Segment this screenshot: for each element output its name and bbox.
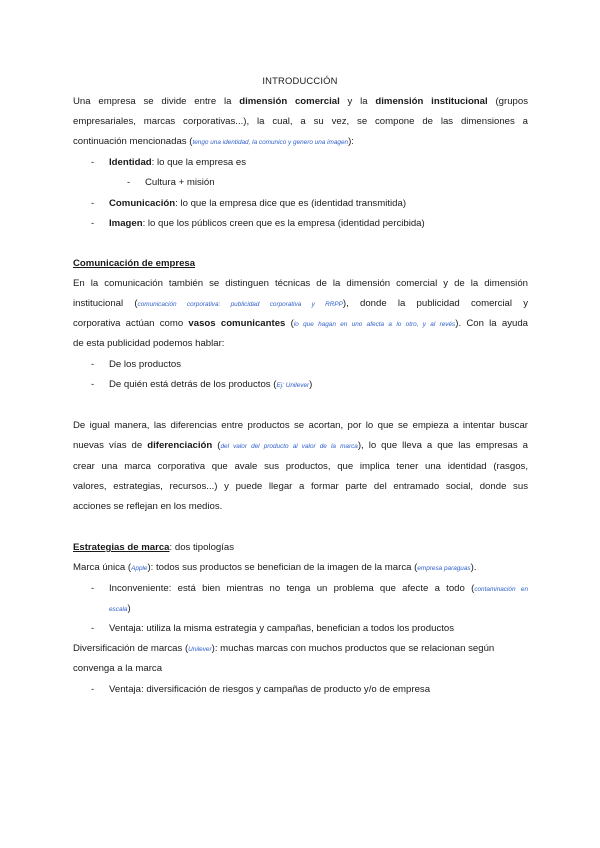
text: De quién está detrás de los productos ( [109,379,277,390]
text: nuevas vías de [73,440,148,451]
bullet-dash: - [91,157,95,168]
bullet-quien [109,379,312,390]
text: continuación mencionadas ( [73,136,193,147]
annotation-note: Ej: Unilever [276,382,310,389]
text: Marca única ( [73,562,132,573]
intro-line-1 [73,96,528,107]
text: ), lo que lleva a que las empresas a [357,440,528,451]
text: ): muchas marcas con muchos productos que se relacionan según [211,643,495,654]
bullet-dash: - [91,198,95,209]
bullet-dash: - [91,218,95,229]
text: ): todos sus productos se benefician de la imagen de la marca ( [147,562,418,573]
text: ). [470,562,477,573]
bullet-inconveniente-cont [109,603,131,614]
bold-term: vasos comunicantes [188,318,286,329]
bullet-productos: De los productos [109,359,181,370]
text: : lo que la empresa es [151,157,247,168]
annotation-note: del valor del producto al valor de la marca [220,443,358,450]
annotation-note: comunicación corporativa: publicidad corporativa y RRPP [137,301,343,308]
text: Una empresa se divide entre la [73,96,240,107]
bullet-ventaja-2: Ventaja: diversificación de riesgos y campañas de producto y/o de empresa [109,684,431,695]
text: ( [212,440,221,451]
bold-term: Imagen [109,218,143,229]
heading-text: Comunicación de empresa [73,258,196,269]
comunicacion-line-4: de esta publicidad podemos hablar: [73,338,225,349]
bold-term: diferenciación [147,440,213,451]
sub-bullet-cultura: Cultura + misión [145,177,215,188]
annotation-note: contaminación en [474,586,529,593]
sub-bullet-dash: - [127,177,131,188]
comunicacion-line-1: En la comunicación también se distinguen técnicas de la dimensión comercial y de la dimensión [73,278,528,289]
bullet-dash: - [91,379,95,390]
bold-term: dimensión comercial [239,96,340,107]
marca-unica-line [73,562,528,573]
intro-line-3 [73,136,528,147]
heading-text: Estrategias de marca [73,542,170,553]
text: : lo que la empresa dice que es (identidad transmitida) [175,198,407,209]
text: : lo que los públicos creen que es la empresa (identidad percibida) [142,218,425,229]
bullet-comunicacion [109,198,406,209]
bullet-ventaja-1: Ventaja: utiliza la misma estrategia y campañas, benefician a todos los productos [109,623,455,634]
diversificacion-line [73,643,528,654]
text: institucional ( [73,298,138,309]
text: ( [285,318,294,329]
annotation-note: tengo una identidad, la comunico y genero una imagen [192,139,349,146]
page-title: INTRODUCCIÓN [262,75,338,86]
diferenciacion-line-3: crear una marca corporativa que avale sus productos, que implica tener una identidad (rasgos, [73,461,528,472]
section-heading-estrategias [73,542,528,553]
text: ). Con la ayuda [455,318,529,329]
bold-term: Identidad [109,157,152,168]
text: : dos tipologías [169,542,235,553]
annotation-note: Apple [131,565,148,572]
text: ) [127,603,131,614]
bullet-imagen [109,218,425,229]
diferenciacion-line-4: valores, estrategias, recursos...) y puede llegar a formar parte del entramado social, donde sus [73,481,528,492]
text: y la [339,96,376,107]
diferenciacion-line-5: acciones se reflejan en los medios. [73,501,223,512]
bullet-dash: - [91,623,95,634]
bullet-dash: - [91,583,95,594]
comunicacion-line-3 [73,318,528,329]
diferenciacion-line-2 [73,440,528,451]
bullet-dash: - [91,684,95,695]
bullet-inconveniente [109,583,528,594]
bullet-identidad [109,157,246,168]
text: Diversificación de marcas ( [73,643,189,654]
text: ), donde la publicidad comercial y [342,298,528,309]
text: ) [309,379,313,390]
text: ): [348,136,354,147]
bullet-dash: - [91,359,95,370]
text: corporativa actúan como [73,318,189,329]
annotation-note: escala [109,606,128,613]
annotation-note: Unilever [188,646,212,653]
text: Inconveniente: está bien mientras no tenga un problema que afecte a todo ( [109,583,475,594]
section-heading-comunicacion [73,258,528,269]
diversificacion-line-2: convenga a la marca [73,663,163,674]
comunicacion-line-2 [73,298,528,309]
annotation-note: lo que hagan en uno afecta a lo otro, y al revés [293,321,456,328]
bold-term: dimensión institucional [375,96,488,107]
diferenciacion-line-1: De igual manera, las diferencias entre productos se acortan, por lo que se empieza a intentar buscar [73,420,528,431]
text: (grupos [487,96,528,107]
intro-line-2: empresariales, marcas corporativas...), la cual, a su vez, se compone de las dimensiones a [73,116,528,127]
annotation-note: empresa paraguas [417,565,471,572]
bold-term: Comunicación [109,198,176,209]
